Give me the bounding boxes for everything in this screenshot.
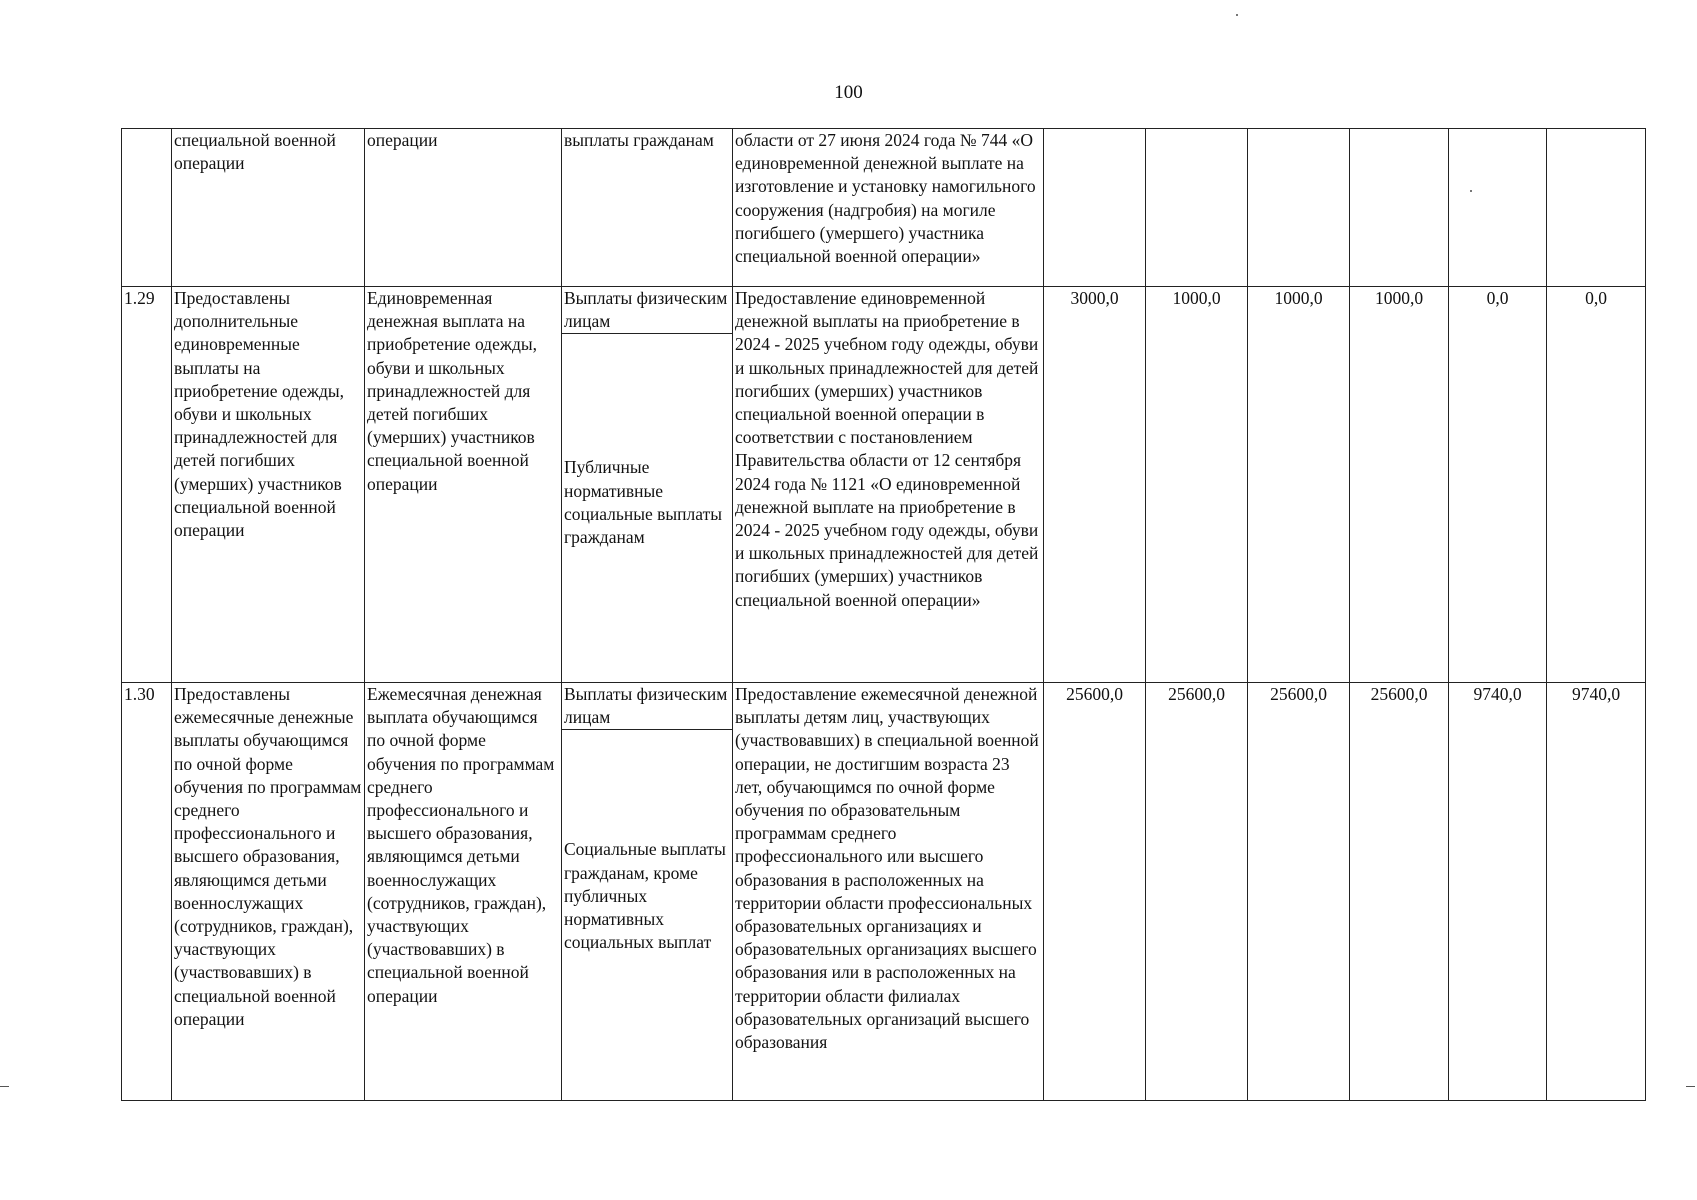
result-cell: Предоставлены дополнительные единовременные выплаты на приобретение одежды, обуви и школьных принадлежностей для детей погибших (умерших) участников специальной военной операции bbox=[172, 287, 365, 683]
page-number: 100 bbox=[834, 82, 863, 103]
value-cell: 3000,0 bbox=[1044, 287, 1146, 683]
measure-cell: Единовременная денежная выплата на приобретение одежды, обуви и школьных принадлежностей для детей погибших (умерших) участников специальной военной операции bbox=[365, 287, 562, 683]
basis-cell: Предоставление ежемесячной денежной выплаты детям лиц, участвующих (участвовавших) в специальной военной операции, не достигшим возраста 23 лет, обучающимся по очной форме обучения по образовательным программам среднего профессионального или высшего образования в расположенных на территории области профессиональных образовательных организациях и образовательных организациях высшего образования или в расположенных на территории области филиалах образовательных организаций высшего образования bbox=[733, 683, 1044, 1101]
expense-type-top: Выплаты физическим лицам bbox=[562, 683, 732, 730]
table-row bbox=[122, 287, 1646, 683]
scan-mark bbox=[1470, 190, 1472, 192]
value-cell: 25600,0 bbox=[1146, 683, 1248, 1101]
program-table bbox=[121, 128, 1646, 1101]
expense-type-cell bbox=[562, 129, 733, 287]
value-cell: 0,0 bbox=[1547, 287, 1646, 683]
basis-cell: области от 27 июня 2024 года № 744 «О единовременной денежной выплате на изготовление и установку намогильного сооружения (надгробия) на могиле погибшего (умершего) участника специальной военной операции» bbox=[733, 129, 1044, 287]
value-cell bbox=[1248, 129, 1350, 287]
expense-type-cell bbox=[562, 287, 733, 683]
value-cell bbox=[1350, 129, 1449, 287]
basis-cell: Предоставление единовременной денежной выплаты на приобретение в 2024 - 2025 учебном году одежды, обуви и школьных принадлежностей для детей погибших (умерших) участников специальной военной операции в соответствии с постановлением Правительства области от 12 сентября 2024 года № 1121 «О единовременной денежной выплате на приобретение в 2024 - 2025 учебном году одежды, обуви и школьных принадлежностей для детей погибших (умерших) участников специальной военной операции» bbox=[733, 287, 1044, 683]
expense-type-top: Выплаты физическим лицам bbox=[562, 287, 732, 334]
value-cell: 9740,0 bbox=[1547, 683, 1646, 1101]
value-cell: 25600,0 bbox=[1248, 683, 1350, 1101]
measure-cell: операции bbox=[365, 129, 562, 287]
value-cell bbox=[1146, 129, 1248, 287]
value-cell bbox=[1547, 129, 1646, 287]
value-cell: 0,0 bbox=[1449, 287, 1547, 683]
result-cell: специальной военной операции bbox=[172, 129, 365, 287]
value-cell: 25600,0 bbox=[1044, 683, 1146, 1101]
value-cell: 9740,0 bbox=[1449, 683, 1547, 1101]
row-number bbox=[122, 129, 172, 287]
table-row bbox=[122, 683, 1646, 1101]
expense-type-bottom: Публичные нормативные социальные выплаты гражданам bbox=[564, 457, 722, 548]
row-number: 1.29 bbox=[122, 287, 172, 683]
table-row bbox=[122, 129, 1646, 287]
value-cell: 1000,0 bbox=[1146, 287, 1248, 683]
expense-type-cell bbox=[562, 683, 733, 1101]
value-cell bbox=[1044, 129, 1146, 287]
scan-mark bbox=[0, 1086, 9, 1087]
expense-type-top: выплаты гражданам bbox=[564, 130, 714, 150]
measure-cell: Ежемесячная денежная выплата обучающимся по очной форме обучения по программам среднего профессионального и высшего образования, являющимся детьми военнослужащих (сотрудников, граждан), участвующих (участвовавших) в специальной военной операции bbox=[365, 683, 562, 1101]
value-cell: 25600,0 bbox=[1350, 683, 1449, 1101]
scan-mark bbox=[1236, 14, 1238, 16]
value-cell bbox=[1449, 129, 1547, 287]
result-cell: Предоставлены ежемесячные денежные выплаты обучающимся по очной форме обучения по программам среднего профессионального и высшего образования, являющимся детьми военнослужащих (сотрудников, граждан), участвующих (участвовавших) в специальной военной операции bbox=[172, 683, 365, 1101]
value-cell: 1000,0 bbox=[1350, 287, 1449, 683]
row-number: 1.30 bbox=[122, 683, 172, 1101]
expense-type-bottom: Социальные выплаты гражданам, кроме публичных нормативных социальных выплат bbox=[564, 839, 726, 953]
value-cell: 1000,0 bbox=[1248, 287, 1350, 683]
scan-mark bbox=[1686, 1086, 1695, 1087]
